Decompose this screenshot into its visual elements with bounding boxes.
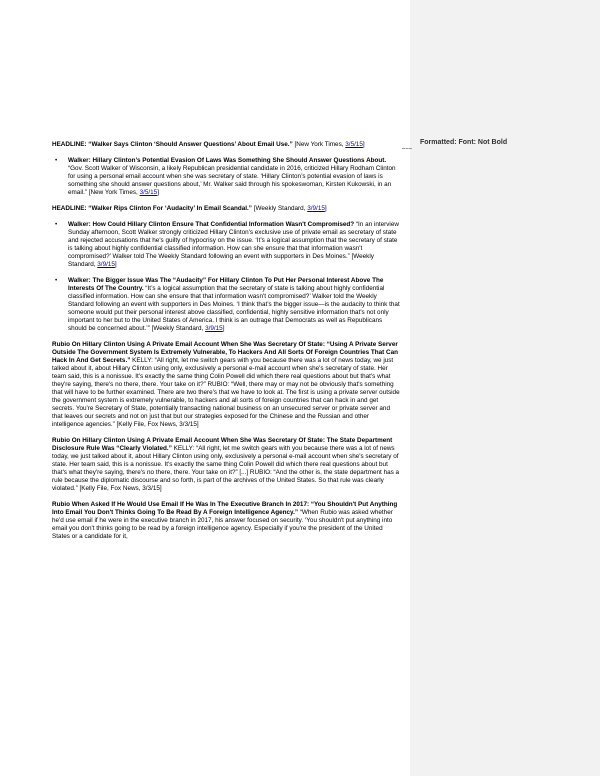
entry-heading: Rubio On Hillary Clinton Using A Private Email Account When She Was Secretary Of State: The State Department Disclosure Rule Was “Clearly Violated.” (52, 437, 393, 452)
entry-text: [Weekly Standard, (251, 205, 308, 212)
entry-text: ] (362, 141, 365, 148)
entry-heading: Rubio When Asked If He Would Use Email If He Was In The Executive Branch In 2017: “You Shouldn't Put Anything Into Email You Don't Thinks Going To Be Read By A Foreign Intelligence Agency.” (52, 501, 398, 516)
entry-heading: HEADLINE: “Walker Rips Clinton For ‘Audacity’ In Email Scandal.” (52, 205, 252, 212)
bullet-icon: • (55, 277, 58, 284)
entry-text: ] (157, 189, 159, 196)
entry-text: ] (222, 325, 225, 332)
source-link[interactable]: 3/5/15 (345, 141, 363, 148)
entry-heading: Walker: How Could Hillary Clinton Ensure That Confidential Information Wasn't Compromised? (68, 221, 355, 228)
entry-text: ] (114, 261, 117, 268)
bullet-list (52, 221, 402, 333)
paragraph (52, 437, 402, 493)
source-link[interactable]: 3/9/15 (97, 261, 115, 268)
entry-text: “Gov. Scott Walker of Wisconsin, a likely Republican presidential candidate in 2016, criticized Hillary Rodham Clinton for using a personal email account when she was secretary of state. ‘Hillary Clinton’s potential evasion of laws is something she should answer questions about,’ Mr. Walker said through his spokeswoman, Kirsten Kukowski, in an email.” [New York Times, (68, 165, 396, 196)
bullet-list (52, 157, 402, 197)
comment-connector (402, 148, 412, 149)
entry-text: ] (324, 205, 327, 212)
headline (52, 141, 402, 149)
entry-heading: HEADLINE: “Walker Says Clinton ‘Should Answer Questions’ About Email Use.” (52, 141, 293, 148)
entry-heading: Walker: Hillary Clinton’s Potential Evasion Of Laws Was Something She Should Answer Questions About. (68, 157, 387, 164)
source-link[interactable]: 3/5/15 (139, 189, 158, 196)
entry-heading: Rubio On Hillary Clinton Using A Private Email Account When She Was Secretary Of State: “Using A Private Server Outside The Government System Is Extremely Vulnerable, To Hackers And All Sorts Of Foreign Countries That Can Hack In And Get Secrets.” (52, 341, 399, 364)
paragraph (52, 501, 402, 541)
comment-format-note: Formatted: Font: Not Bold (420, 139, 508, 146)
source-link[interactable]: 3/9/15 (307, 205, 325, 212)
source-link[interactable]: 3/9/15 (205, 325, 223, 332)
bullet-item (52, 157, 402, 197)
bullet-item (52, 277, 402, 333)
entry-heading: Walker: The Bigger Issue Was The “Audacity” For Hillary Clinton To Put Her Personal Interest Above The Interests Of The Country. (68, 277, 384, 292)
entry-text: KELLY: “All right, let me switch gears with you because there was a lot of news today, we just talked about it, about Hillary Clinton using only, exclusively a personal e-mail account when she's secretary of state. Her team said, this is a nonissue. It's exactly the same thing Colin Powell did which there real questions about but that's what they're saying, there's no there, there. Your take on it?” RUBIO: “Well, there may or may not be obviously that's something that will have to be further examined. There are two there's that we have to look at. The first is using a private server outside the government system is extremely vulnerable, to hackers and all sorts of foreign countries that can hack in and get secrets. You're Secretary of State, potentially transacting national business on an unsecured server or private server and that leaves our secrets and not on just that but our strategies exposed for the Chinese and the Russian and other intelligence agencies.” [Kelly File, Fox News, 3/3/15] (52, 357, 400, 428)
entry-text: “When Rubio was asked whether he'd use email if he were in the executive branch in 2017, his answer focused on security. ‘You shouldn't put anything into email you don't thinks going to be read by a foreign intelligence agency. Especially if you're the president of the United States or a candidate for it, (52, 509, 393, 540)
bullet-icon: • (55, 221, 58, 228)
bullet-item (52, 221, 402, 269)
entry-text: “It’s a logical assumption that the secretary of state is talking about highly confidential classified information. How can she ensure that that information wasn't compromised?’ Walker told the Weekly Standard following an event with supporters in Des Moines. ‘I think that’s the bigger issue—is the audacity to think that someone would put their personal interest above classified, confidential, highly sensitive information that's not only important to her but to the United States of America. I think is an outrage that Democrats as well as Republicans should be concerned about.’” [Weekly Standard, (68, 285, 400, 332)
entry-text: “In an interview Sunday afternoon, Scott Walker strongly criticized Hillary Clinton's exclusive use of private email as secretary of state and rejected accusations that he's guilty of hypocrisy on the issue. ‘It’s a logical assumption that the secretary of state is talking about highly confidential classified information. How can she ensure that that information wasn't compromised?’ Walker told The Weekly Standard following an event with supporters in Des Moines.” [Weekly Standard, (68, 221, 399, 268)
entry-text: KELLY: “All right, let me switch gears with you because there was a lot of news today, we just talked about it, about Hillary Clinton using only, exclusively a personal e-mail account when she's secretary of state. Her team said, this is a nonissue. It's exactly the same thing Colin Powell did which there real questions about but that's what they're saying, there's no there, there. Your take on it?” [...] RUBIO: “And the other is, the state department has a rule because the diplomatic discourse and so forth, is part of the archives of the United States. So that rule was clearly violated.” [Kelly File, Fox News, 3/3/15] (52, 445, 400, 492)
comment-pane (410, 0, 600, 776)
document-body (52, 141, 402, 549)
bullet-icon: • (55, 157, 58, 164)
headline (52, 205, 402, 213)
entry-text: [New York Times, (292, 141, 346, 148)
paragraph (52, 341, 402, 429)
